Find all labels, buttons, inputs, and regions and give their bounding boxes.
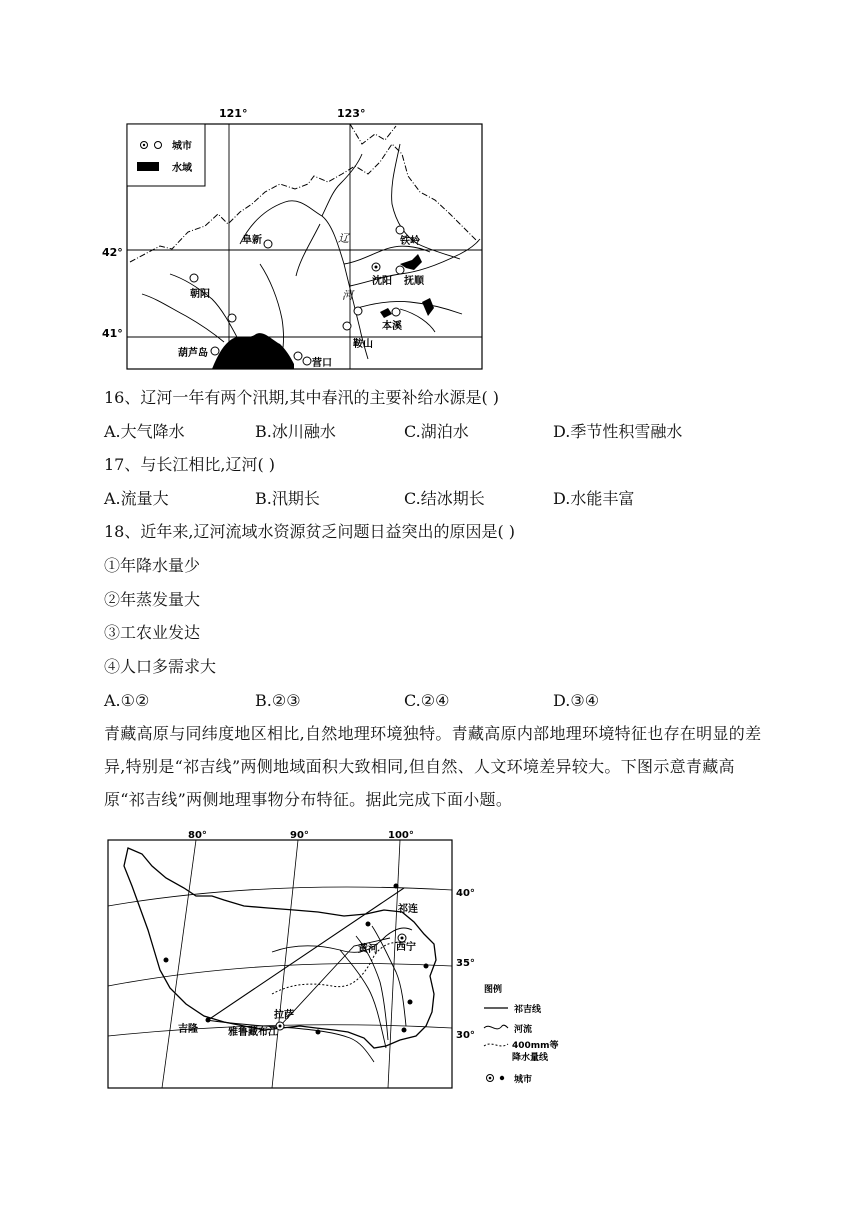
lon-label-100: 100° xyxy=(388,830,414,841)
q16-option-b: B.冰川融水 xyxy=(255,422,336,441)
city-fushun: 抚顺 xyxy=(404,276,424,287)
map2-lon-labels xyxy=(188,830,414,841)
legend-city-label: 城市 xyxy=(172,141,192,152)
city-yingkou: 营口 xyxy=(312,358,332,369)
legend-water-label: 水域 xyxy=(172,163,192,174)
city-tieling: 铁岭 xyxy=(400,236,420,247)
reservoir-benxi xyxy=(422,298,434,316)
q17-option-a: A.流量大 xyxy=(104,489,169,508)
q18-option-d: D.③④ xyxy=(553,691,600,710)
q17-option-b: B.汛期长 xyxy=(255,489,320,508)
city-anshan: 鞍山 xyxy=(353,339,373,350)
river-label-he: 河 xyxy=(342,289,353,302)
q16-option-d: D.季节性积雪融水 xyxy=(553,422,683,441)
q18-option-c: C.②④ xyxy=(404,691,450,710)
place-qilian: 祁连 xyxy=(398,904,418,915)
lon-label-121: 121° xyxy=(219,107,248,120)
reservoir-benxi-2 xyxy=(380,308,392,318)
q18-item-1: ①年降水量少 xyxy=(104,556,201,575)
q16-option-c: C.湖泊水 xyxy=(404,422,469,441)
place-jilong: 吉隆 xyxy=(178,1024,198,1035)
map1-lon-labels xyxy=(219,107,365,120)
lat-label-40: 40° xyxy=(456,888,475,899)
map1-legend xyxy=(127,124,205,186)
legend-isohyet-2: 降水量线 xyxy=(512,1053,549,1063)
q18-option-b: B.②③ xyxy=(255,691,301,710)
legend-city: 城市 xyxy=(514,1075,533,1085)
q18-item-3: ③工农业发达 xyxy=(104,623,201,642)
city-chaoyang: 朝阳 xyxy=(190,289,210,300)
tibet-plateau-map xyxy=(104,826,574,1096)
passage: 青藏高原与同纬度地区相比,自然地理环境独特。青藏高原内部地理环境特征也存在明显的差异,特别是“祁吉线”两侧地域面积大致相同,但自然、人文环境差异较大。下图示意青藏高原“祁吉线”两侧地理事物分布特征。据此完成下面小题。 xyxy=(104,724,762,809)
map2-legend xyxy=(484,983,559,1085)
lat-label-41: 41° xyxy=(102,327,123,340)
bohai-sea xyxy=(212,333,294,369)
q17-stem: 17、与长江相比,辽河( ) xyxy=(104,455,276,474)
q18-item-4: ④人口多需求大 xyxy=(104,657,217,676)
map1-boundary-2 xyxy=(350,124,396,144)
legend-isohyet-1: 400mm等 xyxy=(512,1041,559,1051)
lat-label-42: 42° xyxy=(102,246,123,259)
q18-item-2: ②年蒸发量大 xyxy=(104,590,201,609)
map1-lat-labels xyxy=(102,246,123,340)
q17-option-d: D.水能丰富 xyxy=(553,489,635,508)
lon-label-123: 123° xyxy=(337,107,366,120)
map2-graticule xyxy=(108,840,452,1088)
place-yarlung-river: 雅鲁藏布江 xyxy=(228,1027,278,1038)
q16-stem: 16、辽河一年有两个汛期,其中春汛的主要补给水源是( ) xyxy=(104,388,500,407)
city-fuxin: 阜新 xyxy=(242,235,262,246)
q18-stem: 18、近年来,辽河流域水资源贫乏问题日益突出的原因是( ) xyxy=(104,522,516,541)
lat-label-35: 35° xyxy=(456,958,475,969)
q16-option-a: A.大气降水 xyxy=(104,422,185,441)
place-xining: 西宁 xyxy=(396,942,416,953)
place-huanghe: 黄河 xyxy=(358,944,378,955)
city-benxi: 本溪 xyxy=(382,321,402,332)
legend-title: 图例 xyxy=(484,985,503,995)
lon-label-80: 80° xyxy=(188,830,207,841)
q18-option-a: A.①② xyxy=(104,691,150,710)
lon-label-90: 90° xyxy=(290,830,309,841)
map2-lat-labels xyxy=(456,888,475,1041)
liao-river-map xyxy=(100,104,500,374)
q17-option-c: C.结冰期长 xyxy=(404,489,485,508)
legend-qiji-line: 祁吉线 xyxy=(514,1005,542,1015)
legend-river: 河流 xyxy=(514,1025,533,1035)
place-lhasa: 拉萨 xyxy=(274,1010,294,1021)
map1-cities xyxy=(178,226,425,369)
lat-label-30: 30° xyxy=(456,1030,475,1041)
isohyet-400mm xyxy=(272,943,404,995)
city-shenyang: 沈阳 xyxy=(372,276,392,287)
city-huludao: 葫芦岛 xyxy=(178,348,208,359)
river-label-liao: 辽 xyxy=(338,232,349,245)
